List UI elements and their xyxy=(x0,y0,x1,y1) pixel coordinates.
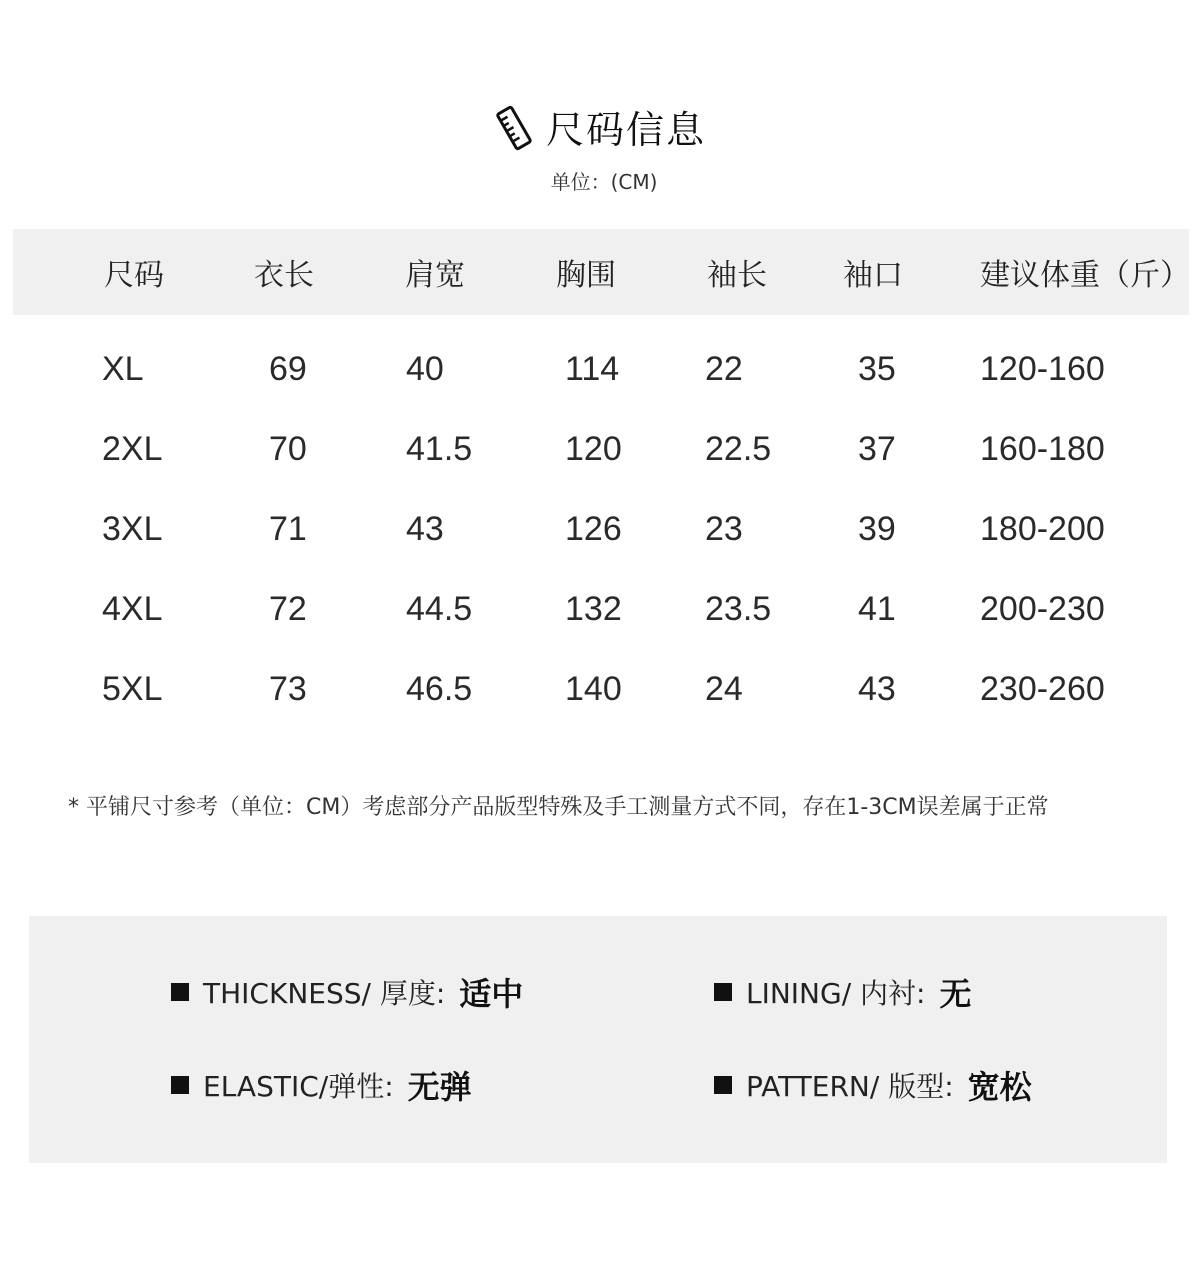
column-header: 袖口 xyxy=(843,258,903,293)
table-cell: 71 xyxy=(269,509,307,548)
square-bullet-icon xyxy=(714,1076,732,1094)
column-header: 尺码 xyxy=(104,258,164,293)
table-cell: 120-160 xyxy=(980,349,1105,388)
table-row xyxy=(13,649,1189,729)
table-row xyxy=(13,329,1189,409)
spec-pattern xyxy=(714,1062,1032,1108)
table-cell: 140 xyxy=(565,669,622,708)
table-cell: 114 xyxy=(565,349,620,388)
table-cell: 23 xyxy=(705,509,743,548)
table-cell: 120 xyxy=(565,429,622,468)
table-cell: 22 xyxy=(705,349,743,388)
table-cell: 230-260 xyxy=(980,669,1105,708)
table-cell: 43 xyxy=(858,669,896,708)
column-header: 袖长 xyxy=(707,258,767,293)
spec-label: THICKNESS/ 厚度: xyxy=(203,977,446,1010)
page-title: 尺码信息 xyxy=(545,107,706,152)
spec-label: ELASTIC/弹性: xyxy=(203,1070,394,1103)
table-cell: 46.5 xyxy=(406,669,473,708)
table-cell: 44.5 xyxy=(406,589,473,628)
measurement-note: * 平铺尺寸参考（单位：CM）考虑部分产品版型特殊及手工测量方式不同，存在1-3CM误差属于正常 xyxy=(68,795,1049,820)
table-cell: 180-200 xyxy=(980,509,1105,548)
table-cell: 69 xyxy=(269,349,307,388)
spec-value: 无 xyxy=(939,975,972,1013)
table-cell: 72 xyxy=(269,589,307,628)
table-cell: XL xyxy=(102,349,144,388)
table-cell: 4XL xyxy=(102,589,163,628)
ruler-icon xyxy=(494,104,534,152)
column-header: 肩宽 xyxy=(405,258,465,293)
table-row xyxy=(13,569,1189,649)
spec-label: LINING/ 内衬: xyxy=(746,977,926,1010)
table-cell: 3XL xyxy=(102,509,163,548)
square-bullet-icon xyxy=(714,983,732,1001)
table-cell: 22.5 xyxy=(705,429,772,468)
spec-lining xyxy=(714,969,972,1015)
table-cell: 2XL xyxy=(102,429,163,468)
page-header xyxy=(0,96,1200,156)
table-cell: 126 xyxy=(565,509,622,548)
table-cell: 23.5 xyxy=(705,589,772,628)
spec-value: 无弹 xyxy=(407,1068,472,1106)
spec-label: PATTERN/ 版型: xyxy=(746,1070,954,1103)
table-cell: 40 xyxy=(406,349,444,388)
table-cell: 160-180 xyxy=(980,429,1105,468)
square-bullet-icon xyxy=(171,1076,189,1094)
table-cell: 41 xyxy=(858,589,896,628)
column-header: 胸围 xyxy=(556,258,616,293)
table-cell: 39 xyxy=(858,509,896,548)
table-header-row xyxy=(13,229,1189,315)
square-bullet-icon xyxy=(171,983,189,1001)
table-cell: 132 xyxy=(565,589,622,628)
table-cell: 73 xyxy=(269,669,307,708)
size-table xyxy=(13,229,1189,729)
table-cell: 37 xyxy=(858,429,896,468)
table-cell: 35 xyxy=(858,349,896,388)
unit-label: 单位：(CM) xyxy=(550,170,658,194)
spec-panel xyxy=(29,916,1167,1163)
table-row xyxy=(13,489,1189,569)
spec-elastic xyxy=(171,1062,472,1108)
column-header: 衣长 xyxy=(254,258,314,293)
table-cell: 43 xyxy=(406,509,444,548)
spec-thickness xyxy=(171,969,523,1015)
table-cell: 5XL xyxy=(102,669,163,708)
spec-value: 适中 xyxy=(459,975,524,1013)
table-cell: 200-230 xyxy=(980,589,1105,628)
table-cell: 24 xyxy=(705,669,743,708)
table-row xyxy=(13,409,1189,489)
table-cell: 41.5 xyxy=(406,429,473,468)
column-header: 建议体重（斤） xyxy=(980,258,1190,293)
table-cell: 70 xyxy=(269,429,307,468)
spec-value: 宽松 xyxy=(967,1068,1032,1106)
